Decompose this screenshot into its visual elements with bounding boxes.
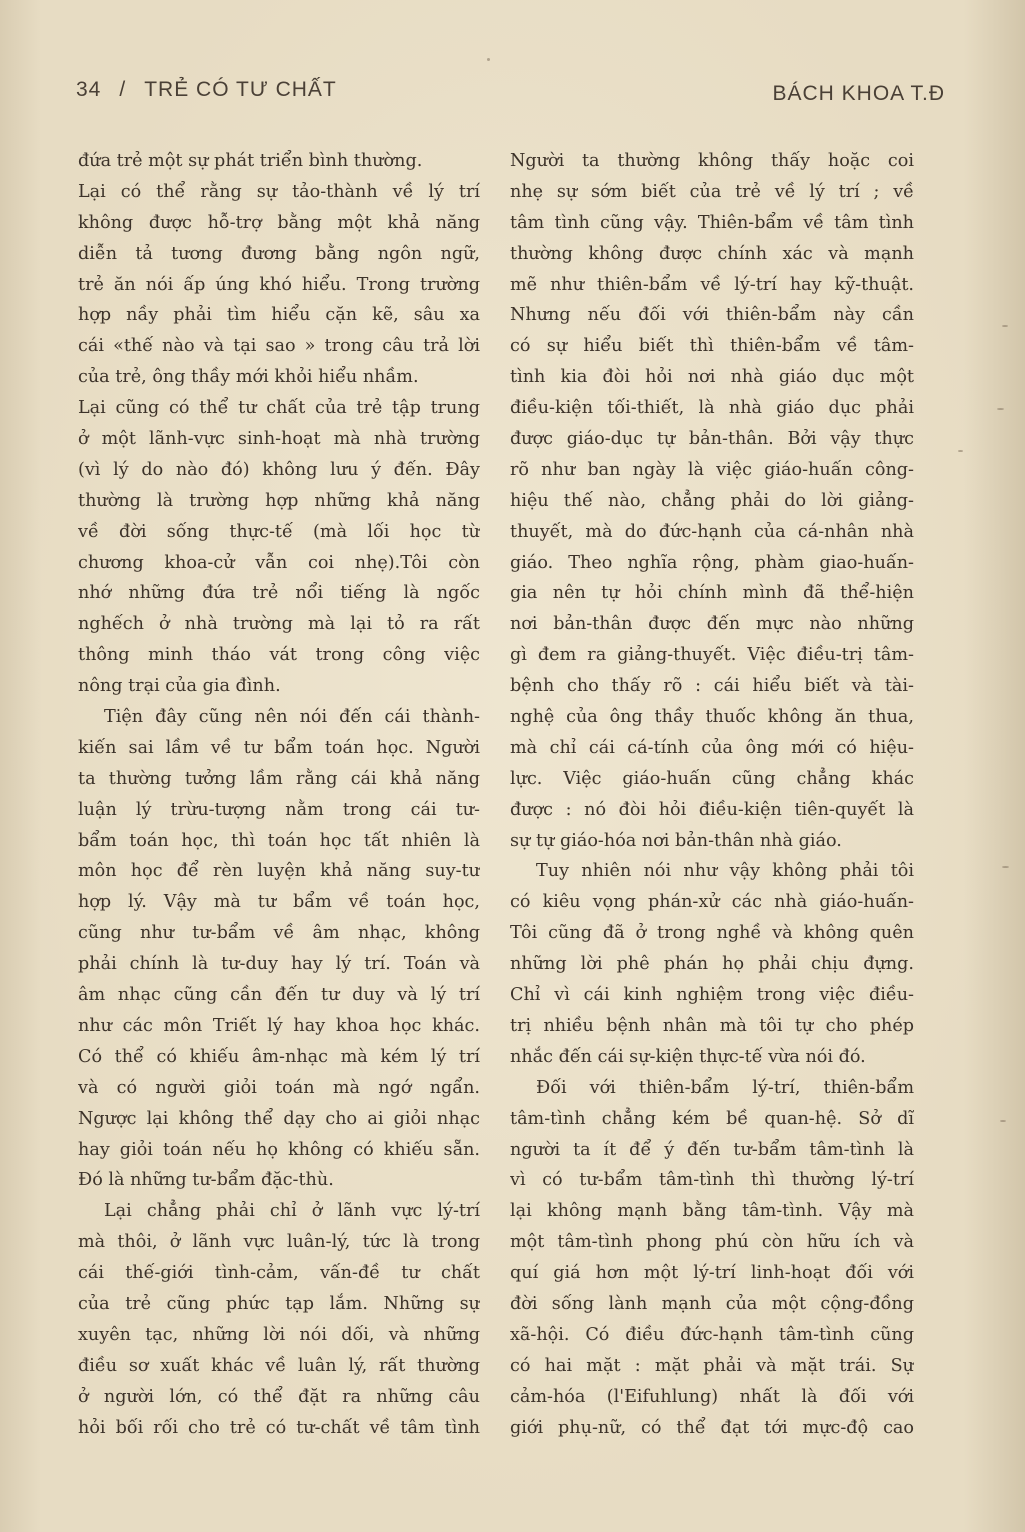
left-column-text-line: ta thường tưởng lầm rằng cái khả năng (78, 768, 480, 789)
right-column-text-line: tâm tình cũng vậy. Thiên-bẩm về tâm tình (510, 212, 914, 233)
right-column-text-line: rõ như ban ngày là việc giáo-huấn công- (510, 459, 914, 480)
right-column-text-line: lực. Việc giáo-huấn cũng chẳng khác (510, 768, 914, 789)
right-column-text-line: tình kia đòi hỏi nơi nhà giáo dục một (510, 367, 914, 388)
right-column-text-line: những lời phê phán họ phải chịu đựng. (510, 954, 914, 975)
left-column-text-line: không được hỗ-trợ bằng một khả năng (78, 212, 480, 233)
right-column-text-line: Nhưng nếu đối với thiên-bẩm này cần (510, 305, 914, 326)
left-column-text-line: cái thế-giới tình-cảm, vấn-đề tư chất (78, 1263, 480, 1284)
paper-speck (997, 408, 1004, 410)
left-column-text-line: chương khoa-cử vẫn coi nhẹ).Tôi còn (78, 552, 480, 573)
left-column-text-line: về đời sống thực-tế (mà lối học từ (78, 521, 480, 542)
left-column-text-line: ở một lãnh-vực sinh-hoạt mà nhà trường (78, 429, 480, 450)
right-column-text-line: bệnh cho thấy rõ : cái hiểu biết và tài- (510, 676, 914, 697)
left-column-text-line: Ngược lại không thể dạy cho ai giỏi nhạc (78, 1108, 480, 1129)
right-column-text-line: Đối với thiên-bẩm lý-trí, thiên-bẩm (536, 1077, 914, 1098)
left-column-text-line: luận lý trừu-tượng nằm trong cái tư- (78, 799, 480, 820)
right-column-text-line: nhẹ sự sớm biết của trẻ về lý trí ; về (510, 181, 914, 202)
right-column-text-line: xã-hội. Có điều đức-hạnh tâm-tình cũng (510, 1324, 914, 1345)
left-column-text-line: ở người lớn, có thể đặt ra những câu (78, 1386, 480, 1407)
left-column-text-line: diễn tả tương đương bằng ngôn ngữ, (78, 243, 480, 264)
left-column-text-line: Lại cũng có thể tư chất của trẻ tập trung (78, 398, 480, 419)
right-column-text-line: đời sống lành mạnh của một cộng-đồng (510, 1293, 914, 1314)
left-column-text-line: Đó là những tư-bẩm đặc-thù. (78, 1170, 334, 1191)
right-column-text-line: có kiêu vọng phán-xử các nhà giáo-huấn- (510, 892, 914, 913)
right-column-text-line: Chỉ vì cái kinh nghiệm trong việc điều- (510, 985, 914, 1006)
right-column-text-line: trị nhiều bệnh nhân mà tôi tự cho phép (510, 1015, 914, 1036)
right-column-text-line: quí giá hơn một lý-trí linh-hoạt đối với (510, 1263, 914, 1284)
right-column-text-line: Người ta thường không thấy hoặc coi (510, 151, 914, 171)
left-column-text-line: âm nhạc cũng cần đến tư duy và lý trí (78, 985, 480, 1006)
right-column-text-line: sự tự giáo-hóa nơi bản-thân nhà giáo. (510, 830, 842, 851)
left-column-text-line: phải chính là tư-duy hay lý trí. Toán và (78, 954, 480, 975)
right-column-text-line: Tuy nhiên nói như vậy không phải tôi (536, 861, 914, 882)
left-column-text-line: cái «thế nào và tại sao » trong câu trả lời (78, 336, 480, 357)
left-column-text-line: như các môn Triết lý hay khoa học khác. (78, 1015, 480, 1036)
left-column-text-line: xuyên tạc, những lời nói dối, và những (78, 1324, 480, 1345)
left-column-text-line: hay giỏi toán nếu họ không có khiếu sẵn. (78, 1139, 480, 1160)
left-column-text-line: Lại chẳng phải chỉ ở lãnh vực lý-trí (104, 1201, 480, 1222)
right-column-text-line: lại không mạnh bằng tâm-tình. Vậy mà (510, 1201, 914, 1222)
right-column-text-line: mà chỉ cái cá-tính của ông mới có hiệu- (510, 737, 914, 758)
right-text-column (510, 146, 914, 1443)
right-column-text-line: vì có tư-bẩm tâm-tình thì thường lý-trí (510, 1170, 914, 1191)
paper-speck (1002, 866, 1009, 868)
page-header (76, 78, 945, 114)
left-column-text-line: của trẻ cũng phức tạp lắm. Những sự (78, 1293, 480, 1314)
right-column-text-line: điều-kiện tối-thiết, là nhà giáo dục phải (510, 398, 914, 419)
right-column-text-line: hiệu thế nào, chẳng phải do lời giảng- (510, 490, 914, 511)
section-title: TRẺ CÓ TƯ CHẤT (144, 78, 337, 101)
publication-name: BÁCH KHOA T.Đ (772, 82, 945, 105)
left-column-text-line: môn học để rèn luyện khả năng suy-tư (78, 861, 480, 882)
paper-speck (487, 58, 490, 61)
right-column-text-line: Tôi cũng đã ở trong nghề và không quên (510, 923, 914, 944)
right-column-text-line: có sự hiểu biết thì thiên-bẩm về tâm- (510, 336, 914, 357)
right-column-text-line: gia nên tự hỏi chính mình đã thể-hiện (510, 583, 914, 604)
left-column-text-line: kiến sai lầm về tư bẩm toán học. Người (78, 737, 480, 758)
right-column-text-line: thường không được chính xác và mạnh (510, 243, 914, 264)
right-column-text-line: một tâm-tình phong phú còn hữu ích và (510, 1232, 914, 1253)
left-column-text-line: (vì lý do nào đó) không lưu ý đến. Đây (78, 459, 480, 480)
paper-speck (1000, 1120, 1006, 1122)
left-column-text-line: và có người giỏi toán mà ngớ ngẩn. (78, 1077, 480, 1098)
left-column-text-line: thông minh tháo vát trong công việc (78, 645, 480, 666)
right-column-text-line: nghệ của ông thầy thuốc không ăn thua, (510, 707, 914, 728)
header-separator: / (119, 78, 127, 101)
left-column-text-line: cũng như tư-bẩm về âm nhạc, không (78, 923, 480, 944)
left-column-text-line: đứa trẻ một sự phát triển bình thường. (78, 151, 423, 171)
right-column-text-line: nhắc đến cái sự-kiện thực-tế vừa nói đó. (510, 1046, 866, 1067)
right-column-text-line: có hai mặt : mặt phải và mặt trái. Sự (510, 1355, 914, 1376)
left-column-text-line: mà thôi, ở lãnh vực luân-lý, tức là trong (78, 1232, 480, 1253)
right-column-text-line: được : nó đòi hỏi điều-kiện tiên-quyết là (510, 799, 914, 820)
left-column-text-line: hợp nầy phải tìm hiểu cặn kẽ, sâu xa (78, 305, 480, 326)
right-column-text-line: giới phụ-nữ, có thể đạt tới mực-độ cao (510, 1417, 914, 1438)
left-column-text-line: hỏi bối rối cho trẻ có tư-chất về tâm tình (78, 1417, 480, 1438)
right-column-text-line: nơi bản-thân được đến mực nào những (510, 614, 914, 635)
left-column-text-line: của trẻ, ông thầy mới khỏi hiểu nhầm. (78, 367, 419, 388)
right-column-text-line: thuyết, mà do đức-hạnh của cá-nhân nhà (510, 521, 914, 542)
left-column-text-line: Tiện đây cũng nên nói đến cái thành- (104, 707, 480, 728)
right-column-text-line: giáo. Theo nghĩa rộng, phàm giao-huấn- (510, 552, 914, 573)
paper-speck (1002, 325, 1008, 327)
right-column-text-line: người ta ít để ý đến tư-bẩm tâm-tình là (510, 1139, 914, 1160)
left-column-text-line: Có thể có khiếu âm-nhạc mà kém lý trí (78, 1046, 480, 1067)
left-column-text-line: điều sơ xuất khác về luân lý, rất thường (78, 1355, 480, 1376)
paper-speck (958, 450, 963, 452)
page-number: 34 (76, 78, 102, 101)
left-column-text-line: hợp lý. Vậy mà tư bẩm về toán học, (78, 892, 480, 913)
left-column-text-line: bẩm toán học, thì toán học tất nhiên là (78, 830, 480, 851)
left-text-column (78, 146, 480, 1443)
right-column-text-line: tâm-tình chẳng kém bề quan-hệ. Sở dĩ (510, 1108, 914, 1129)
running-head-left (76, 78, 337, 102)
right-column-text-line: gì đem ra giảng-thuyết. Việc điều-trị tâm- (510, 645, 914, 666)
left-column-text-line: thường là trường hợp những khả năng (78, 490, 480, 511)
right-column-text-line: cảm-hóa (l'Eifuhlung) nhất là đối với (510, 1386, 914, 1407)
left-column-text-line: Lại có thể rằng sự tảo-thành về lý trí (78, 181, 480, 202)
right-column-text-line: mẽ như thiên-bẩm về lý-trí hay kỹ-thuật. (510, 274, 914, 295)
left-column-text-line: nhớ những đứa trẻ nổi tiếng là ngốc (78, 583, 480, 604)
left-column-text-line: nông trại của gia đình. (78, 676, 281, 697)
right-column-text-line: được giáo-dục tự bản-thân. Bởi vậy thực (510, 429, 914, 450)
left-column-text-line: trẻ ăn nói ấp úng khó hiểu. Trong trường (78, 274, 480, 295)
left-column-text-line: nghếch ở nhà trường mà lại tỏ ra rất (78, 614, 480, 635)
